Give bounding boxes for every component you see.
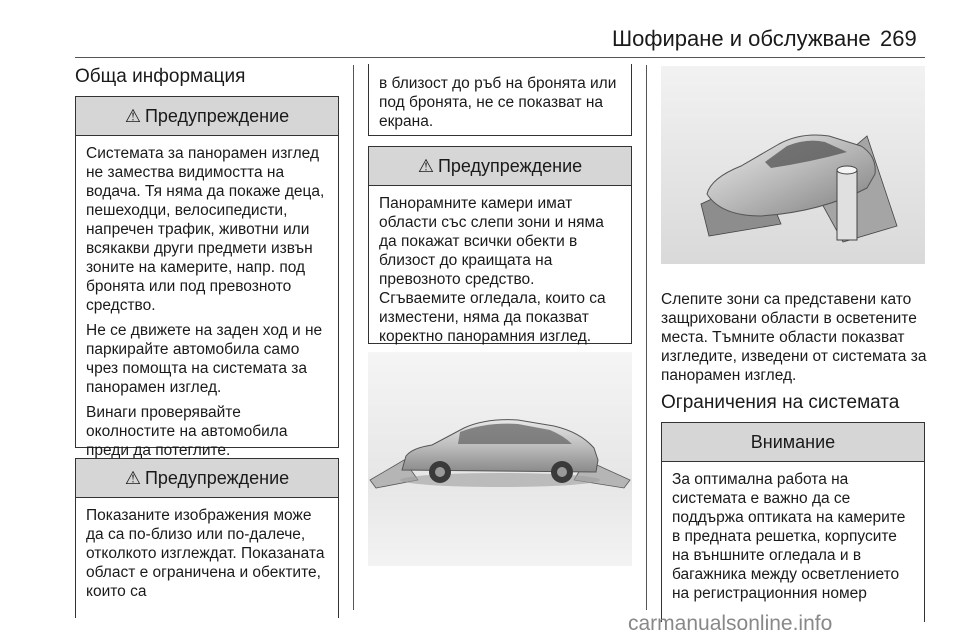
- notice-box-paragraph: За оптимална работа на системата е важно да се поддържа оптиката на камерите в предната решетка, корпусите на външните огледала и в багажника между осветлението на регистрационния номер: [672, 471, 906, 602]
- warning-box-2-body: [76, 498, 338, 609]
- warning-triangle-icon: ⚠: [417, 155, 434, 176]
- illustration-caption: Слепите зони са представени като защриховани области в осветените места. Тъмните области показват изгледите, изведени от системата за панорамен изглед.: [661, 291, 927, 384]
- page-header-title: Шофиране и обслужване: [612, 26, 871, 51]
- column-divider-left: [353, 65, 354, 610]
- warning-box-2-title: Предупреждение: [144, 467, 290, 488]
- warning-box-1-header: [76, 97, 338, 136]
- warning-box-3-paragraph: Панорамните камери имат области със слепи зони и няма да покажат всички обекти в близост до краищата на превозното средство. Сгъваемите огледала, които са изместени, няма да показват коректно панорамния изглед.: [379, 195, 606, 345]
- warning-box-3-body: [369, 186, 631, 354]
- warning-box-1: [75, 96, 339, 459]
- car-top-blind-zones-illustration: [661, 66, 925, 264]
- warning-box-1-title: Предупреждение: [144, 105, 290, 126]
- page-number: 269: [880, 26, 917, 51]
- warning-box-2: [75, 458, 339, 618]
- car-side-camera-zones-illustration: [368, 352, 632, 566]
- warning-box-1-body: [76, 136, 338, 468]
- warning-box-1-paragraph: Не се движете на заден ход и не паркирайте автомобила само чрез помощта на системата за панорамен изглед.: [86, 322, 323, 396]
- pole-object: [837, 170, 857, 240]
- warning-box-3-title: Предупреждение: [437, 155, 583, 176]
- warning-box-3: [368, 146, 632, 344]
- header-rule: [75, 57, 925, 58]
- column-divider-right: [646, 65, 647, 610]
- warning-box-3-header: [369, 147, 631, 186]
- warning-triangle-icon: ⚠: [124, 105, 141, 126]
- section-title-limitations: Ограничения на системата: [661, 392, 900, 413]
- continued-box-body: [369, 64, 631, 139]
- continued-box-text: в близост до ръб на бронята или под бронята, не се показват на екрана.: [379, 75, 617, 130]
- warning-box-2-header: [76, 459, 338, 498]
- continued-box: [368, 64, 632, 136]
- watermark: carmanualsonline.info: [628, 612, 833, 635]
- warning-box-1-paragraph: Винаги проверявайте околностите на автомобила преди да потеглите.: [86, 404, 288, 459]
- notice-box-title: Внимание: [750, 431, 836, 452]
- section-title-general: Обща информация: [75, 66, 246, 87]
- notice-box: [661, 422, 925, 622]
- notice-box-header: [662, 423, 924, 462]
- warning-box-2-paragraph: Показаните изображения може да са по-близо или по-далече, отколкото изглеждат. Показаната област е ограничена и обектите, които са: [86, 507, 325, 600]
- warning-box-1-paragraph: Системата за панорамен изглед не замества видимостта на водача. Тя няма да покаже деца, пешеходци, велосипедисти, напречен трафик, животни или всякакви други предмети извън зоните на камерите, напр. под бронята или под превозното средство.: [86, 145, 325, 314]
- notice-box-body: [662, 462, 924, 611]
- warning-triangle-icon: ⚠: [124, 467, 141, 488]
